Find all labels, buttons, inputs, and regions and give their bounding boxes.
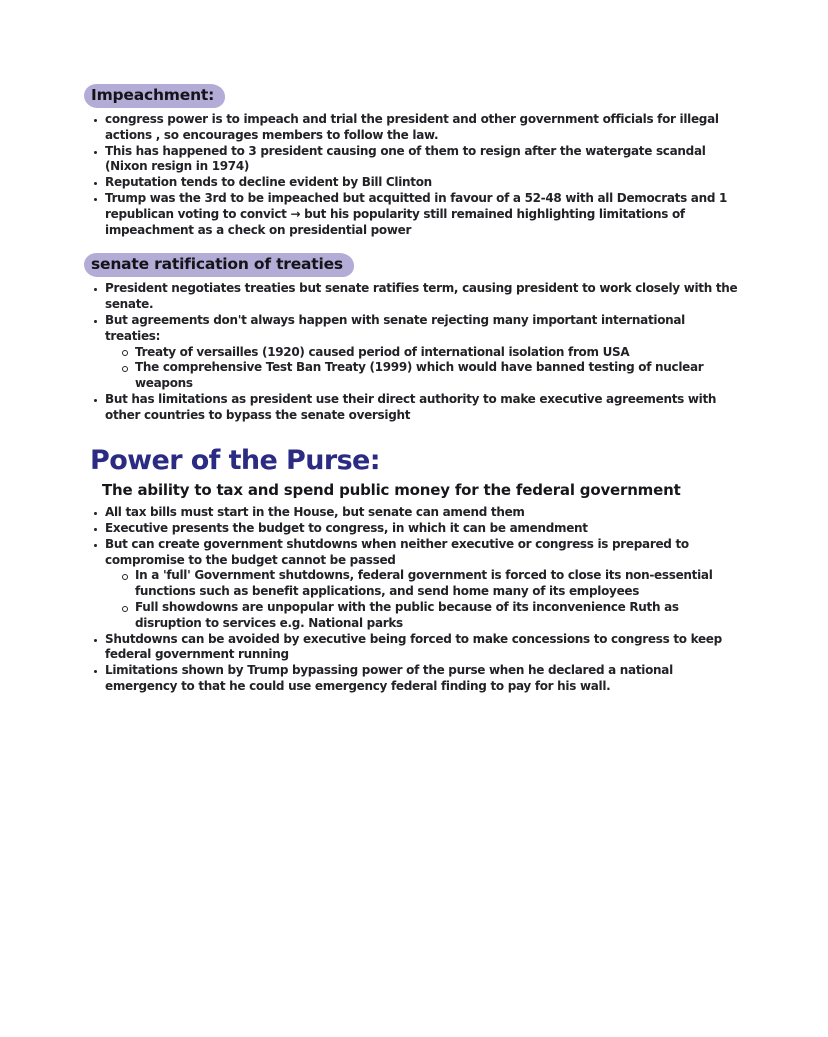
bullet-dot-icon [94, 399, 97, 402]
bullet-text: Executive presents the budget to congress, in which it can be amendment [105, 521, 588, 536]
sub-list-item [122, 600, 738, 632]
circle-bullet-icon [122, 366, 128, 372]
sub-list-item [122, 568, 738, 600]
list-item [90, 521, 738, 537]
bullet-dot-icon [94, 544, 97, 547]
bullet-list [90, 281, 738, 423]
circle-bullet-icon [122, 574, 128, 580]
section-heading-text: Impeachment: [91, 86, 215, 104]
section-heading-text: senate ratification of treaties [91, 255, 343, 274]
bullet-text: President negotiates treaties but senate ratifies term, causing president to work closely with the senate. [105, 281, 738, 312]
bullet-text: Reputation tends to decline evident by Bill Clinton [105, 175, 432, 190]
section-senate-ratification [90, 253, 742, 423]
bullet-dot-icon [94, 528, 97, 531]
list-item [90, 112, 738, 144]
bullet-dot-icon [94, 182, 97, 185]
circle-bullet-icon [122, 350, 128, 356]
sub-list-item [122, 345, 738, 361]
list-item [90, 537, 738, 569]
list-item [90, 313, 738, 345]
bullet-dot-icon [94, 151, 97, 154]
bullet-text: The comprehensive Test Ban Treaty (1999) which would have banned testing of nuclear weapons [135, 360, 704, 391]
highlighter-stroke [84, 84, 225, 108]
bullet-dot-icon [94, 512, 97, 515]
bullet-dot-icon [94, 198, 97, 201]
bullet-text: In a 'full' Government shutdowns, federal government is forced to close its non-essential functions such as benefit applications, and send home many of its employees [135, 568, 713, 599]
bullet-text: All tax bills must start in the House, but senate can amend them [105, 505, 525, 520]
bullet-dot-icon [94, 320, 97, 323]
bullet-text: But agreements don't always happen with senate rejecting many important international treaties: [105, 313, 685, 343]
list-item [90, 632, 738, 664]
bullet-text: This has happened to 3 president causing one of them to resign after the watergate scandal (Nixon resign in 1974) [105, 143, 706, 174]
list-item [90, 505, 738, 521]
list-item [90, 663, 738, 695]
list-item [90, 281, 738, 313]
section-impeachment [90, 84, 742, 238]
list-item [90, 392, 738, 424]
list-item [90, 175, 738, 191]
circle-bullet-icon [122, 606, 128, 612]
sub-list-item [122, 360, 738, 392]
bullet-list [90, 112, 738, 238]
bullet-text: Treaty of versailles (1920) caused period of international isolation from USA [135, 344, 630, 359]
bullet-text: But can create government shutdowns when neither executive or congress is prepared to compromise to the budget cannot be passed [105, 536, 689, 567]
section-heading [84, 253, 742, 277]
bullet-dot-icon [94, 639, 97, 642]
bullet-text: But has limitations as president use their direct authority to make executive agreements with other countries to bypass the senate oversight [105, 392, 717, 422]
highlighter-stroke [84, 253, 354, 277]
bullet-text: Shutdowns can be avoided by executive being forced to make concessions to congress to keep federal government running [105, 631, 722, 662]
bullet-dot-icon [94, 288, 97, 291]
section-power-of-the-purse [90, 444, 742, 695]
section-heading [84, 84, 742, 108]
page-title: Power of the Purse: [90, 444, 380, 476]
bullet-text: Full showdowns are unpopular with the public because of its inconvenience Ruth as disruption to services e.g. National parks [135, 600, 679, 630]
list-item [90, 144, 738, 176]
bullet-dot-icon [94, 119, 97, 122]
bullet-text: Trump was the 3rd to be impeached but acquitted in favour of a 52-48 with all Democrats and 1 republican voting to convict → but his popularity still remained highlighting limitations of impeachment as a check on presidential power [105, 191, 728, 237]
bullet-dot-icon [94, 670, 97, 673]
bullet-text: congress power is to impeach and trial the president and other government officials for illegal actions , so encourages members to follow the law. [105, 112, 719, 142]
bullet-list [90, 505, 738, 695]
section-subtitle: The ability to tax and spend public money for the federal government [102, 480, 681, 499]
bullet-text: Limitations shown by Trump bypassing power of the purse when he declared a national emergency to that he could use emergency federal finding to pay for his wall. [105, 663, 673, 693]
list-item [90, 191, 738, 238]
